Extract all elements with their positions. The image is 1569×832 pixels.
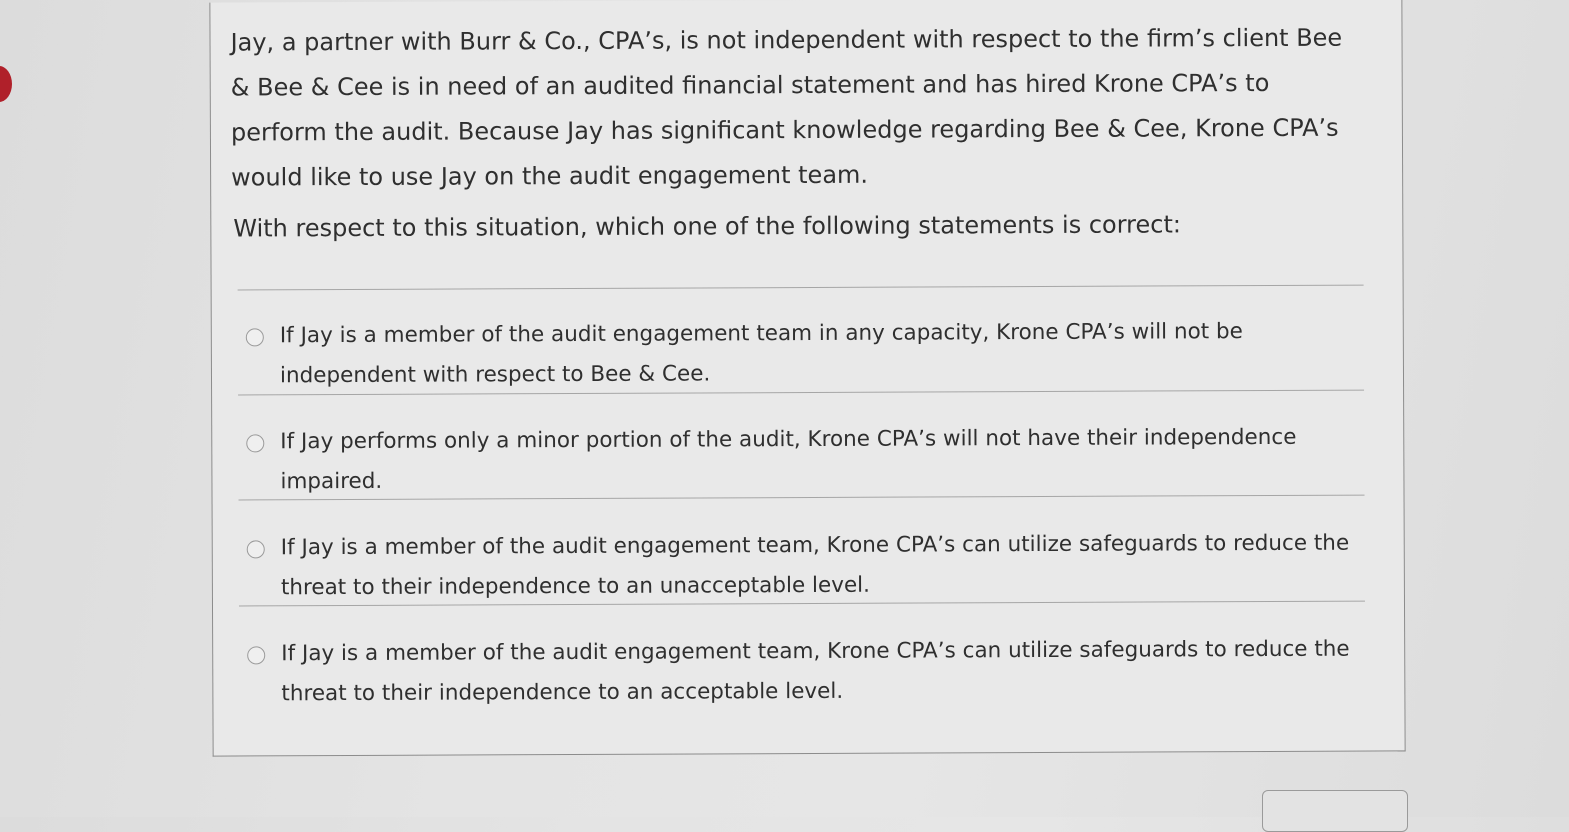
answer-option-3[interactable]: [247, 528, 1367, 609]
radio-button-3[interactable]: [247, 540, 265, 558]
answer-option-4[interactable]: [247, 634, 1367, 715]
question-stem: Jay, a partner with Burr & Co., CPA’s, is not independent with respect to the firm’s client Bee & Bee & Cee is in need of an audited financial statement and has hired Krone CPA’s to perform the audit. Because Jay has significant knowledge regarding Bee & Cee, Krone CPA’s would like to use Jay on the audit engagement team.: [230, 23, 1343, 192]
question-card: [209, 0, 1405, 757]
radio-button-1[interactable]: [246, 328, 264, 346]
radio-button-4[interactable]: [247, 646, 265, 664]
red-marker-dot: [0, 66, 12, 102]
answer-option-1[interactable]: [246, 316, 1366, 397]
answer-option-1-text: If Jay is a member of the audit engagement team in any capacity, Krone CPA’s will not be independent with respect to Bee & Cee.: [279, 319, 1243, 389]
answer-option-2-text: If Jay performs only a minor portion of the audit, Krone CPA’s will not have their independence impaired.: [280, 424, 1297, 495]
radio-button-2[interactable]: [246, 434, 264, 452]
answer-option-2[interactable]: [246, 422, 1366, 503]
answer-option-4-text: If Jay is a member of the audit engagement team, Krone CPA’s can utilize safeguards to reduce the threat to their independence to an acceptable level.: [281, 636, 1350, 707]
next-button[interactable]: [1262, 790, 1408, 832]
question-prompt: With respect to this situation, which one of the following statements is correct:: [233, 210, 1181, 243]
answer-option-3-text: If Jay is a member of the audit engagement team, Krone CPA’s can utilize safeguards to reduce the threat to their independence to an unacceptable level.: [280, 530, 1350, 601]
divider: [238, 285, 1364, 291]
